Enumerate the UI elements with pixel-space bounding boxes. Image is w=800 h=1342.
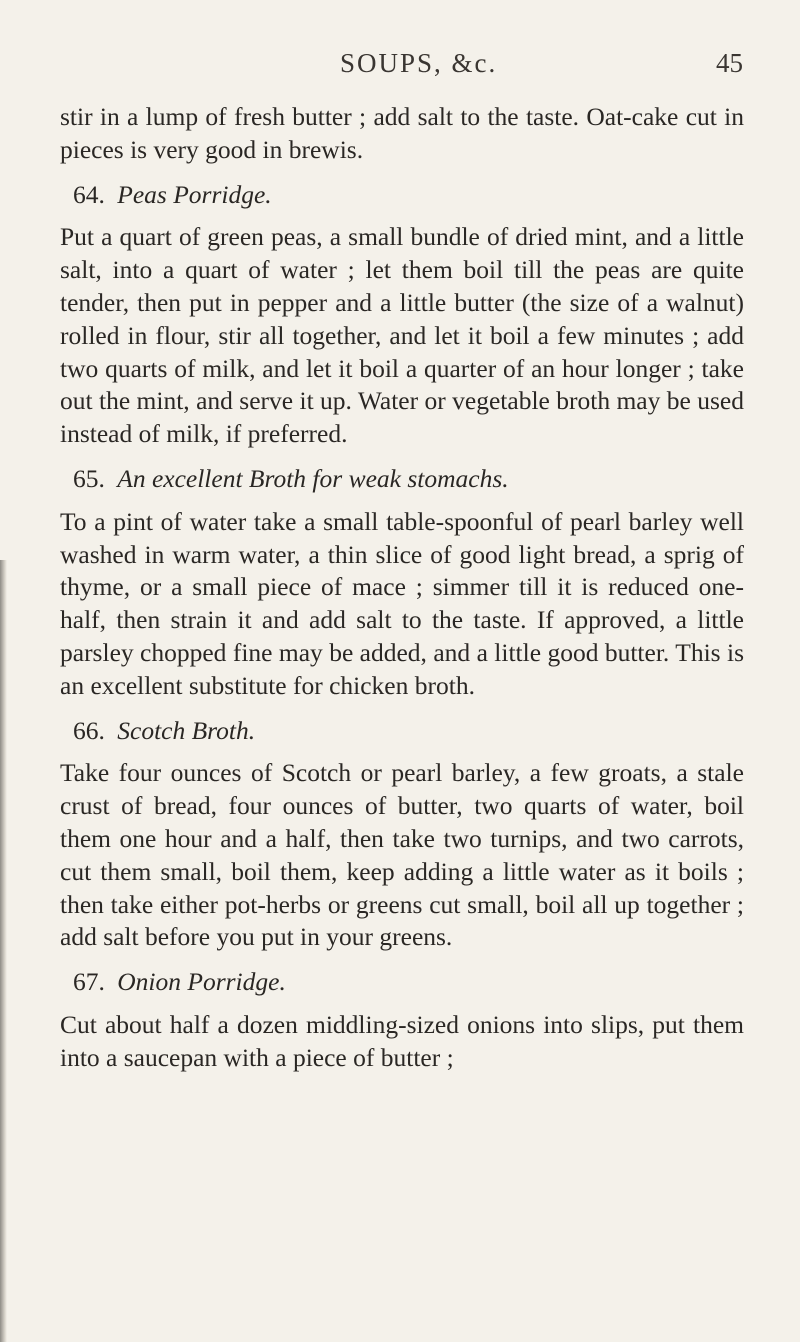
recipe-text-67: Cut about half a dozen middling-sized onions into slips, put them into a saucepan with a piece of butter ; bbox=[60, 1009, 744, 1072]
recipe-heading-66 bbox=[60, 715, 744, 748]
recipe-heading-67 bbox=[60, 966, 744, 999]
page-header bbox=[0, 48, 800, 88]
recipe-heading-65 bbox=[60, 463, 744, 496]
recipe-title: Scotch Broth. bbox=[117, 715, 256, 745]
continued-paragraph: stir in a lump of fresh butter ; add salt to the taste. Oat-cake cut in pieces is very good in brewis. bbox=[60, 102, 744, 164]
recipe-title: Peas Porridge. bbox=[117, 179, 272, 209]
page-gutter-shadow bbox=[0, 560, 7, 1342]
recipe-title: An excellent Broth for weak stomachs. bbox=[117, 463, 509, 493]
recipe-number: 65. bbox=[73, 463, 105, 493]
running-head: SOUPS, &c. bbox=[340, 48, 498, 78]
recipe-number: 66. bbox=[73, 715, 105, 745]
page-number: 45 bbox=[716, 48, 743, 78]
recipe-title: Onion Porridge. bbox=[117, 967, 286, 997]
recipe-text-66: Take four ounces of Scotch or pearl barley, a few groats, a stale crust of bread, four ounces of butter, two quarts of water, boil them one hour and a half, then take two turnips, and two carrots, cut them small, boil them, keep adding a little water as it boils ; then take either pot-herbs or greens cut small, boil all up together ; add salt before you put in your greens. bbox=[60, 758, 744, 952]
recipe-number: 64. bbox=[73, 179, 105, 209]
recipe-heading-64 bbox=[60, 179, 744, 212]
recipe-text-65: To a pint of water take a small table-spoonful of pearl barley well washed in warm water, a thin slice of good light bread, a sprig of thyme, or a small piece of mace ; simmer till it is reduced one-half, then strain it and add salt to the taste. If approved, a little parsley chopped fine may be added, and a little good butter. This is an excellent substitute for chicken broth. bbox=[60, 506, 744, 700]
body-text bbox=[60, 101, 744, 1075]
recipe-text-64: Put a quart of green peas, a small bundle of dried mint, and a little salt, into a quart of water ; let them boil till the peas are quite tender, then put in pepper and a little butter (the size of a walnut) rolled in flour, stir all together, and let it boil a few minutes ; add two quarts of milk, and let it boil a quarter of an hour longer ; take out the mint, and serve it up. Water or vegetable broth may be used instead of milk, if preferred. bbox=[60, 222, 744, 449]
recipe-number: 67. bbox=[73, 967, 105, 997]
